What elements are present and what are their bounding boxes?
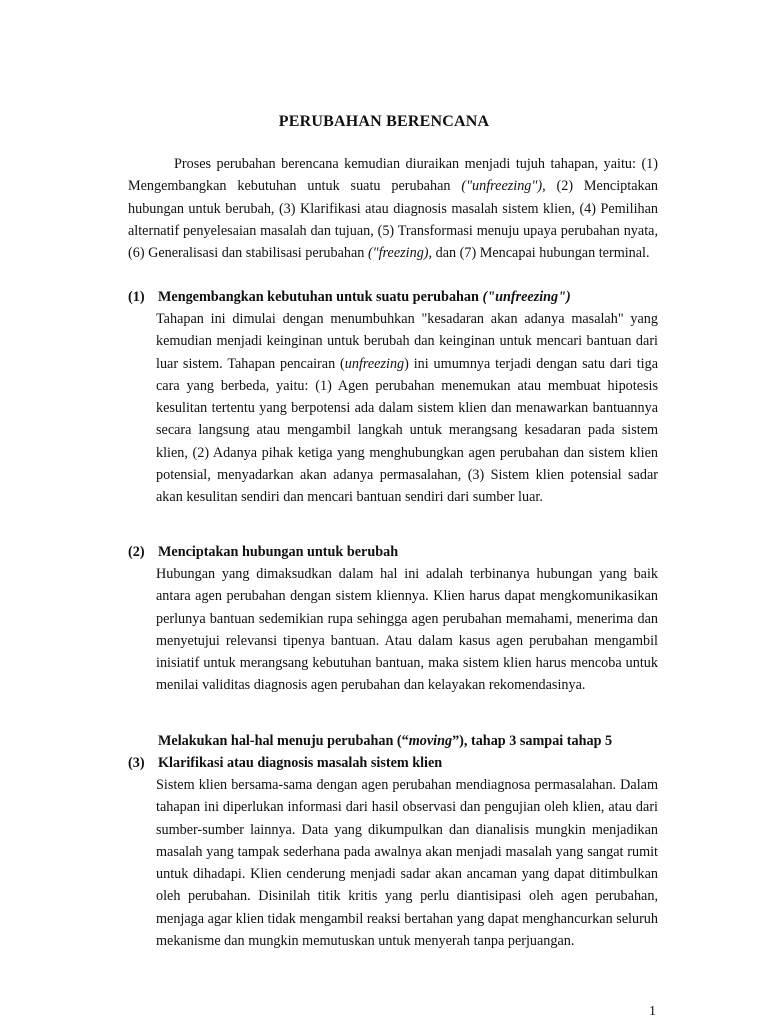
page-title: PERUBAHAN BERENCANA [278, 113, 490, 130]
moving-heading [158, 730, 612, 752]
section1-heading-text: Mengembangkan kebutuhan untuk suatu perubahan [158, 289, 483, 305]
section1-heading-italic: ("unfreezing") [482, 289, 571, 305]
section3-number: (3) [128, 755, 145, 771]
intro-text-2: (2) Menciptakan hubungan untuk berubah, (3) Klarifikasi atau diagnosis masalah sistem klien, (4) Pemilihan alternatif penyelesaian masalah dan tujuan, (5) Transformasi menuju upaya perubahan nyata, (6) Generalisasi dan stabilisasi perubahan [128, 178, 658, 262]
section1-body-italic: unfreezing [344, 355, 405, 372]
intro-text-1: Proses perubahan berencana kemudian diuraikan menjadi tujuh tahapan, yaitu: (1) Mengembangkan kebutuhan untuk suatu perubahan [128, 156, 658, 195]
intro-paragraph [128, 153, 658, 264]
section1-heading [158, 286, 571, 308]
section2-heading: Menciptakan hubungan untuk berubah [158, 544, 399, 560]
moving-heading-text-2: ”), tahap 3 sampai tahap 5 [452, 733, 613, 749]
section3-heading: Klarifikasi atau diagnosis masalah sistem klien [158, 755, 443, 771]
intro-text-3: dan (7) Mencapai hubungan terminal. [432, 245, 650, 262]
section2-number: (2) [128, 544, 145, 560]
section1-body [156, 308, 658, 509]
section1-body-text-2: ) ini umumnya terjadi dengan satu dari tiga cara yang berbeda, yaitu: (1) Agen perubahan menemukan atau membuat hipotesis kesulitan tertentu yang berpotensi ada dalam sistem klien dan menawarkan bantuannya secara langsung atau mengambil langkah untuk merangsang kesadaran pada sistem klien, (2) Adanya pihak ketiga yang menghubungkan agen perubahan dan sistem klien potensial, menyadarkan akan adanya permasalahan, (3) Sistem klien potensial sadar akan kesulitan sendiri dan mencari bantuan sendiri dari sumber luar. [156, 355, 658, 506]
page-number: 1 [649, 1004, 656, 1019]
intro-italic-freezing: ("freezing), [367, 245, 433, 262]
moving-heading-italic: moving [408, 733, 453, 749]
section1-number: (1) [128, 289, 145, 305]
intro-italic-unfreezing: ("unfreezing"), [461, 178, 546, 195]
section1-body-text-1: Tahapan ini dimulai dengan menumbuhkan "kesadaran akan adanya masalah" yang kemudian menjadi keinginan untuk berubah dan keinginan untuk mencari bantuan dari luar sistem. Tahapan pencairan ( [156, 311, 658, 372]
moving-heading-text-1: Melakukan hal-hal menuju perubahan (“ [158, 733, 409, 749]
section2-body: Hubungan yang dimaksudkan dalam hal ini adalah terbinanya hubungan yang baik antara agen perubahan dengan sistem kliennya. Klien harus dapat mengkomunikasikan perlunya bantuan sedemikian rupa sehingga agen perubahan memahami, menerima dan menyetujui relevansi tipenya bantuan. Atau dalam kasus agen perubahan mengambil inisiatif untuk merangsang kebutuhan bantuan, maka sistem klien harus mencoba untuk menilai validitas diagnosis agen perubahan dan kelayakan rekomendasinya. [156, 566, 658, 694]
section3-body: Sistem klien bersama-sama dengan agen perubahan mendiagnosa permasalahan. Dalam tahapan ini diperlukan informasi dari hasil observasi dan pengujian oleh klien, atau dari sumber-sumber lainnya. Data yang dikumpulkan dan dianalisis mungkin menjadikan masalah yang tampak sederhana pada awalnya akan menjadi masalah yang sangat rumit untuk dihadapi. Klien cenderung menjadi sadar akan ancaman yang dapat ditimbulkan oleh perubahan. Disinilah titik kritis yang perlu diantisipasi oleh agen perubahan, menjaga agar klien tidak mengambil reaksi bertahan yang dapat menghancurkan seluruh mekanisme dan mungkin memutuskan untuk menyerah tanpa perjuangan. [156, 777, 658, 950]
